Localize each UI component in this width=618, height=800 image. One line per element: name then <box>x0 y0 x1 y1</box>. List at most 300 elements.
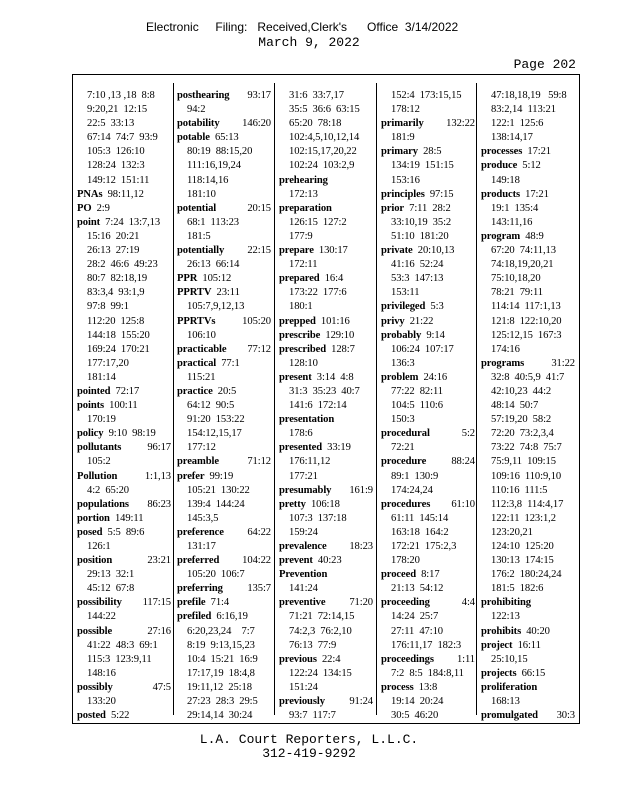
index-refs: 118:14,16 <box>187 174 229 186</box>
index-refs: 122:11 123:1,2 <box>491 512 556 524</box>
index-continuation <box>77 159 171 173</box>
index-refs: 20:15 <box>247 202 271 214</box>
index-word: potability <box>177 118 220 130</box>
index-refs: 7:24 13:7,13 <box>100 216 161 228</box>
index-refs: 72:20 73:2,3,4 <box>491 428 554 440</box>
index-continuation <box>77 174 171 188</box>
index-word: prohibiting <box>481 597 531 609</box>
index-word: presented <box>279 442 323 454</box>
index-refs: 75:10,18,20 <box>491 273 541 285</box>
index-refs: 83:3,4 93:1,9 <box>87 287 145 299</box>
index-continuation <box>177 667 271 681</box>
index-refs: 22:5 33:13 <box>87 118 135 130</box>
index-refs: 64:22 <box>247 526 271 538</box>
index-refs: 5:3 <box>425 301 444 313</box>
index-entry <box>77 202 171 216</box>
index-continuation <box>77 343 171 357</box>
index-refs: 130:17 <box>313 245 348 257</box>
index-continuation <box>481 385 575 399</box>
index-entry <box>481 709 575 723</box>
index-refs: 13:8 <box>413 681 438 693</box>
index-entry <box>381 681 475 695</box>
index-refs: 102:24 103:2,9 <box>289 160 355 172</box>
index-refs: 27:23 28:3 29:5 <box>187 696 258 708</box>
index-continuation <box>177 441 271 455</box>
index-refs: 102:4,5,10,12,14 <box>289 132 360 144</box>
index-entry <box>381 188 475 202</box>
index-refs: 5:2 <box>461 428 475 440</box>
index-continuation <box>481 427 575 441</box>
index-word: present <box>279 371 312 383</box>
index-refs: 1:11 <box>456 653 475 665</box>
index-refs: 30:3 <box>556 710 575 722</box>
index-continuation <box>279 188 373 202</box>
index-refs: 7:10 ,13 ,18 8:8 <box>87 90 155 101</box>
index-word: primarily <box>381 118 424 130</box>
index-continuation <box>177 216 271 230</box>
index-continuation <box>381 582 475 596</box>
index-refs: 22:15 <box>247 245 271 257</box>
index-continuation <box>481 455 575 469</box>
index-word: privileged <box>381 301 426 313</box>
index-word: portion <box>77 512 110 524</box>
index-refs: 88:24 <box>451 456 475 468</box>
index-continuation <box>177 639 271 653</box>
index-refs: 25:10,15 <box>491 653 528 665</box>
index-entry <box>177 315 271 329</box>
index-refs: 145:3,5 <box>187 512 219 524</box>
index-entry <box>381 315 475 329</box>
index-refs: 150:3 <box>391 414 415 426</box>
index-word: practical <box>177 357 217 369</box>
index-refs: 29:14,14 30:24 <box>187 710 253 722</box>
index-continuation <box>481 484 575 498</box>
index-entry <box>177 343 271 357</box>
index-refs: 78:21 79:11 <box>491 287 543 299</box>
index-continuation <box>177 145 271 159</box>
index-continuation <box>381 470 475 484</box>
index-continuation <box>381 385 475 399</box>
index-continuation <box>279 216 373 230</box>
index-refs: 122:13 <box>491 611 520 623</box>
index-refs: 27:16 <box>147 625 171 637</box>
index-refs: 124:10 125:20 <box>491 541 554 552</box>
index-word: Pollution <box>77 470 118 482</box>
index-refs: 77:1 <box>216 357 240 369</box>
index-refs: 146:20 <box>242 118 271 130</box>
index-continuation <box>481 315 575 329</box>
index-entry <box>177 286 271 300</box>
index-continuation <box>77 413 171 427</box>
index-refs: 2:9 <box>91 202 110 214</box>
index-refs: 128:7 <box>326 343 355 355</box>
index-refs: 149:18 <box>491 174 520 186</box>
index-refs: 9:14 <box>421 329 445 341</box>
index-word: prevalence <box>279 541 327 552</box>
index-continuation <box>77 244 171 258</box>
index-refs: 133:20 <box>87 696 116 708</box>
index-word: prevent <box>279 555 313 567</box>
index-entry <box>177 272 271 286</box>
index-refs: 126:1 <box>87 541 111 552</box>
index-refs: 172:11 <box>289 259 318 271</box>
index-entry <box>77 498 171 512</box>
index-refs: 181:5 182:6 <box>491 583 544 595</box>
index-refs: 72:21 <box>391 442 415 454</box>
index-continuation <box>77 357 171 371</box>
index-refs: 72:17 <box>110 385 140 397</box>
index-entry <box>381 653 475 667</box>
index-continuation <box>279 385 373 399</box>
index-continuation <box>481 272 575 286</box>
index-refs: 74:18,19,20,21 <box>491 259 554 271</box>
index-refs: 61:11 145:14 <box>391 512 449 524</box>
index-word: prohibits <box>481 625 522 637</box>
index-continuation <box>279 145 373 159</box>
index-continuation <box>279 286 373 300</box>
index-refs: 106:24 107:17 <box>391 343 454 355</box>
index-refs: 144:18 155:20 <box>87 329 150 341</box>
index-word: products <box>481 188 521 200</box>
index-refs: 20:10,13 <box>412 245 455 257</box>
index-refs: 125:12,15 167:3 <box>491 329 562 341</box>
index-refs: 91:20 153:22 <box>187 414 245 426</box>
index-refs: 75:9,11 109:15 <box>491 456 556 468</box>
index-word: procedures <box>381 498 431 510</box>
index-refs: 177:17,20 <box>87 357 129 369</box>
index-continuation <box>177 188 271 202</box>
index-entry <box>77 188 171 202</box>
index-continuation <box>77 639 171 653</box>
index-refs: 21:13 54:12 <box>391 583 444 595</box>
index-word: projects <box>481 667 517 679</box>
index-refs: 47:18,18,19 59:8 <box>491 90 567 101</box>
index-refs: 53:3 147:13 <box>391 273 444 285</box>
index-refs: 18:23 <box>349 541 373 552</box>
index-column-3 <box>279 89 373 723</box>
index-word: practice <box>177 385 213 397</box>
index-refs: 123:20,21 <box>491 526 533 538</box>
index-entry <box>77 385 171 399</box>
index-refs: 163:18 164:2 <box>391 526 449 538</box>
index-refs: 115:21 <box>187 371 216 383</box>
index-entry <box>177 385 271 399</box>
index-word: possible <box>77 625 113 637</box>
index-entry <box>279 371 373 385</box>
index-continuation <box>177 540 271 554</box>
index-refs: 180:1 <box>289 301 313 313</box>
index-refs: 15:16 20:21 <box>87 230 140 242</box>
index-refs: 32:8 40:5,9 41:7 <box>491 371 565 383</box>
index-entry <box>279 484 373 498</box>
index-continuation <box>381 540 475 554</box>
index-refs: 28:5 <box>417 146 442 158</box>
index-refs: 141:6 172:14 <box>289 400 347 412</box>
index-entry <box>381 300 475 314</box>
index-word: preventive <box>279 597 326 609</box>
index-entry <box>481 681 575 695</box>
index-refs: 1:1,13 <box>144 470 171 482</box>
index-continuation <box>279 230 373 244</box>
index-continuation <box>177 329 271 343</box>
index-continuation <box>381 216 475 230</box>
index-refs: 33:10,19 35:2 <box>391 216 452 228</box>
index-entry <box>381 117 475 131</box>
index-refs: 93:7 117:7 <box>289 710 336 722</box>
index-word: practicable <box>177 343 227 355</box>
index-entry <box>279 272 373 286</box>
index-entry <box>279 315 373 329</box>
index-refs: 48:9 <box>520 230 544 242</box>
index-refs: 170:19 <box>87 414 116 426</box>
index-entry <box>177 244 271 258</box>
index-entry <box>77 554 171 568</box>
index-refs: 117:15 <box>142 597 171 609</box>
index-entry <box>77 427 171 441</box>
index-continuation <box>381 695 475 709</box>
index-refs: 174:24,24 <box>391 484 433 496</box>
index-refs: 161:9 <box>349 484 373 496</box>
index-entry <box>77 512 171 526</box>
index-continuation <box>481 470 575 484</box>
index-entry <box>279 695 373 709</box>
index-continuation <box>381 667 475 681</box>
index-refs: 178:12 <box>391 104 420 116</box>
index-entry <box>481 188 575 202</box>
index-refs: 66:15 <box>516 667 546 679</box>
index-refs: 19:14 20:24 <box>391 696 444 708</box>
index-refs: 31:3 35:23 40:7 <box>289 385 360 397</box>
index-continuation <box>77 145 171 159</box>
index-continuation <box>279 103 373 117</box>
index-refs: 181:9 <box>391 132 415 144</box>
index-continuation <box>77 667 171 681</box>
index-refs: 41:16 52:24 <box>391 259 444 271</box>
index-refs: 6:16,19 <box>211 611 248 623</box>
index-continuation <box>381 159 475 173</box>
index-refs: 91:24 <box>349 696 373 708</box>
index-continuation <box>77 329 171 343</box>
index-refs: 67:20 74:11,13 <box>491 245 556 257</box>
index-entry <box>279 653 373 667</box>
index-refs: 41:22 48:3 69:1 <box>87 639 158 651</box>
index-refs: 77:12 <box>247 343 271 355</box>
index-entry <box>177 131 271 145</box>
index-refs: 6:20,23,24 7:7 <box>187 625 255 637</box>
index-refs: 102:15,17,20,22 <box>289 146 357 158</box>
index-refs: 109:16 110:9,10 <box>491 470 562 482</box>
index-continuation <box>381 357 475 371</box>
index-continuation <box>177 300 271 314</box>
index-entry <box>279 540 373 554</box>
index-refs: 153:11 <box>391 287 420 299</box>
filing-stamp: Electronic Filing: Received,Clerk's Office 3/14/2022 <box>146 20 459 34</box>
index-refs: 106:10 <box>187 329 216 341</box>
index-refs: 97:8 99:1 <box>87 301 129 313</box>
index-refs: 76:13 77:9 <box>289 639 337 651</box>
index-word: previously <box>279 696 325 708</box>
index-continuation <box>77 300 171 314</box>
index-refs: 26:13 66:14 <box>187 259 240 271</box>
index-refs: 173:22 177:6 <box>289 287 347 299</box>
index-refs: 5:12 <box>517 160 541 172</box>
index-word: proliferation <box>481 681 538 693</box>
index-word: proceed <box>381 569 416 581</box>
index-continuation <box>279 610 373 624</box>
index-continuation <box>77 230 171 244</box>
index-continuation <box>279 512 373 526</box>
index-entry <box>381 568 475 582</box>
index-refs: 107:3 137:18 <box>289 512 347 524</box>
index-refs: 152:4 173:15,15 <box>391 90 462 101</box>
index-refs: 105:12 <box>197 273 232 285</box>
index-word: potentially <box>177 245 225 257</box>
index-word: previous <box>279 653 317 665</box>
index-refs: 64:12 90:5 <box>187 400 235 412</box>
index-refs: 176:11,17 182:3 <box>391 639 462 651</box>
index-continuation <box>279 117 373 131</box>
index-word: prescribe <box>279 329 321 341</box>
index-refs: 112:3,8 114:4,17 <box>491 498 564 510</box>
index-word: Prevention <box>279 569 328 581</box>
index-refs: 168:13 <box>491 696 520 708</box>
index-entry <box>177 357 271 371</box>
index-continuation <box>77 455 171 469</box>
index-refs: 35:5 36:6 63:15 <box>289 104 360 116</box>
index-refs: 8:17 <box>416 569 440 581</box>
index-column-1 <box>77 89 171 723</box>
index-refs: 105:2 <box>87 456 111 468</box>
index-continuation <box>381 230 475 244</box>
index-entry <box>279 244 373 258</box>
index-refs: 178:20 <box>391 555 420 567</box>
index-word: pointed <box>77 385 111 397</box>
index-refs: 149:12 151:11 <box>87 174 150 186</box>
index-refs: 97:15 <box>424 188 454 200</box>
index-refs: 19:1 135:4 <box>491 202 539 214</box>
index-refs: 136:3 <box>391 357 415 369</box>
index-refs: 128:24 132:3 <box>87 160 145 172</box>
index-word: process <box>381 681 414 693</box>
index-refs: 24:16 <box>418 371 448 383</box>
index-refs: 65:13 <box>209 132 239 144</box>
index-continuation <box>481 695 575 709</box>
index-refs: 131:17 <box>187 541 216 552</box>
index-continuation <box>381 484 475 498</box>
index-continuation <box>177 413 271 427</box>
index-refs: 110:16 111:5 <box>491 484 548 496</box>
index-entry <box>481 596 575 610</box>
index-continuation <box>177 709 271 723</box>
index-continuation <box>77 286 171 300</box>
index-refs: 143:11,16 <box>491 216 533 228</box>
index-refs: 151:24 <box>289 681 318 693</box>
index-continuation <box>481 202 575 216</box>
index-continuation <box>481 653 575 667</box>
index-continuation <box>177 258 271 272</box>
index-continuation <box>481 117 575 131</box>
reporter-company: L.A. Court Reporters, L.L.C. <box>199 732 419 747</box>
column-divider <box>376 83 377 715</box>
index-word: potable <box>177 132 210 144</box>
index-entry <box>177 610 271 624</box>
index-entry <box>177 202 271 216</box>
index-word: preparation <box>279 202 332 214</box>
index-word: promulgated <box>481 710 538 722</box>
index-entry <box>381 145 475 159</box>
index-refs: 65:20 78:18 <box>289 118 342 130</box>
index-word: probably <box>381 329 422 341</box>
index-refs: 71:21 72:14,15 <box>289 611 355 623</box>
index-entry <box>279 413 373 427</box>
index-entry <box>77 526 171 540</box>
index-refs: 172:13 <box>289 188 318 200</box>
index-word: posted <box>77 710 106 722</box>
index-refs: 4:4 <box>461 597 475 609</box>
index-refs: 3:14 4:8 <box>311 371 354 383</box>
index-refs: 132:22 <box>446 118 475 130</box>
index-continuation <box>177 498 271 512</box>
index-continuation <box>77 258 171 272</box>
index-word: prepare <box>279 245 314 257</box>
index-word: PPR <box>177 273 198 285</box>
index-refs: 176:2 180:24,24 <box>491 569 562 581</box>
index-entry <box>77 399 171 413</box>
index-refs: 20:5 <box>212 385 237 397</box>
index-refs: 138:14,17 <box>491 132 533 144</box>
index-entry <box>177 596 271 610</box>
index-refs: 16:4 <box>319 273 344 285</box>
index-word: PPRTVs <box>177 315 216 327</box>
index-entry <box>381 498 475 512</box>
index-word: project <box>481 639 513 651</box>
index-continuation <box>481 286 575 300</box>
index-refs: 40:23 <box>312 555 342 567</box>
index-continuation <box>381 131 475 145</box>
index-word: posed <box>77 526 103 538</box>
index-word: procedural <box>381 428 430 440</box>
index-continuation <box>279 357 373 371</box>
index-continuation <box>481 413 575 427</box>
index-entry <box>77 470 171 484</box>
index-continuation <box>279 667 373 681</box>
index-entry <box>279 596 373 610</box>
index-entry <box>77 596 171 610</box>
index-refs: 7:11 28:2 <box>404 202 451 214</box>
index-continuation <box>177 371 271 385</box>
index-continuation <box>279 639 373 653</box>
index-continuation <box>279 455 373 469</box>
index-refs: 130:13 174:15 <box>491 555 554 567</box>
index-entry <box>481 145 575 159</box>
index-word: possibility <box>77 597 122 609</box>
index-word: PNAs <box>77 188 103 200</box>
index-word: proceedings <box>381 653 434 665</box>
hearing-date: March 9, 2022 <box>258 35 360 50</box>
index-refs: 148:16 <box>87 667 116 679</box>
index-continuation <box>279 131 373 145</box>
index-entry <box>481 667 575 681</box>
index-continuation <box>481 568 575 582</box>
index-refs: 51:10 181:20 <box>391 230 449 242</box>
index-continuation <box>279 258 373 272</box>
index-refs: 126:15 127:2 <box>289 216 347 228</box>
index-continuation <box>481 329 575 343</box>
index-continuation <box>279 526 373 540</box>
index-entry <box>279 343 373 357</box>
index-entry <box>279 202 373 216</box>
index-continuation <box>77 131 171 145</box>
